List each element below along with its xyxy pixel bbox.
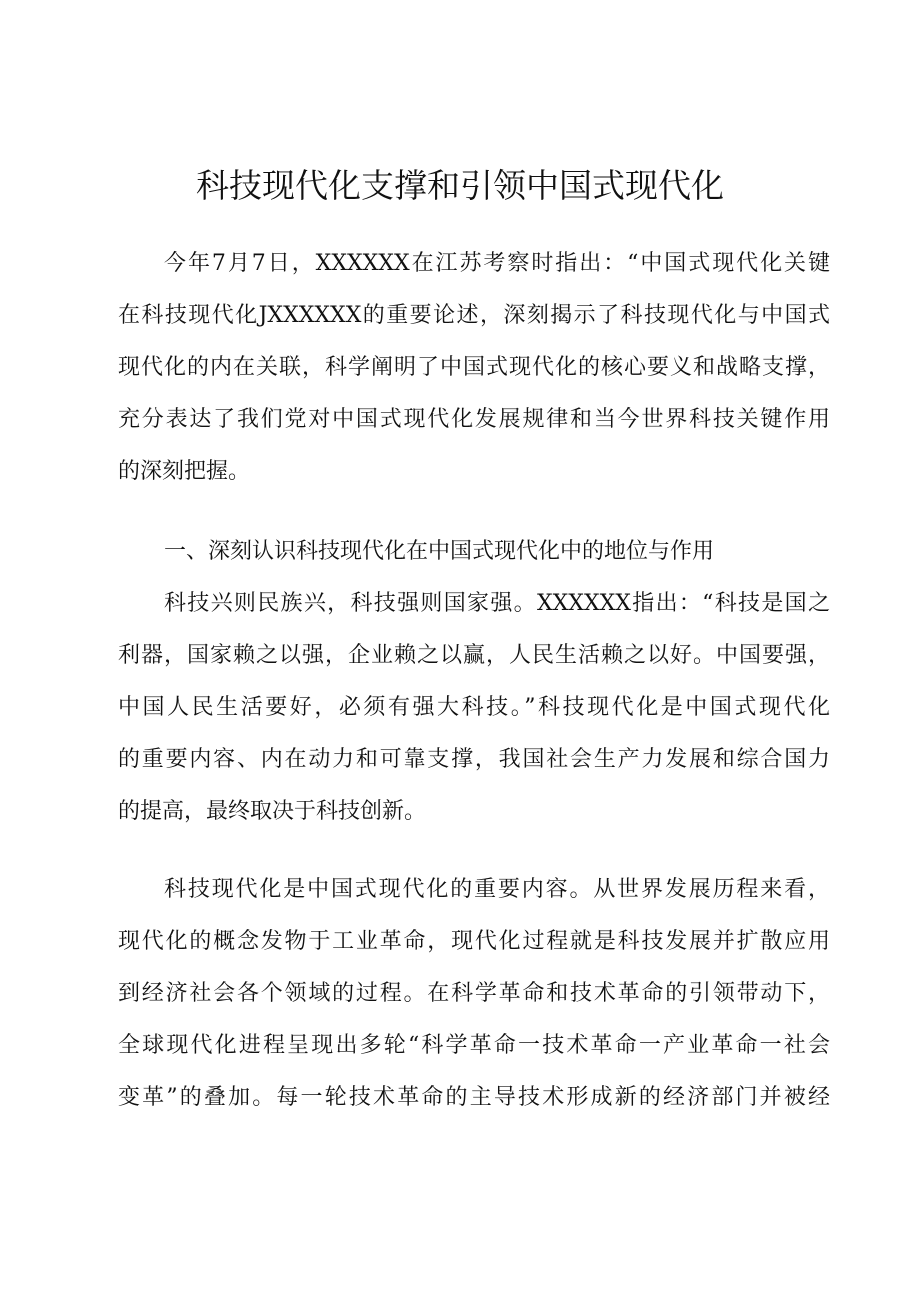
paragraph-intro [118,238,830,498]
paragraph-line: 的深刻把握。 [118,459,251,484]
paragraph-line: 中国人民生活要好，必须有强大科技。”科技现代化是中国式现代化 [118,695,830,720]
paragraph-line: 的提高，最终取决于科技创新。 [118,799,427,824]
document-title: 科技现代化支撑和引领中国式现代化 [196,166,724,205]
paragraph-line: 利器，国家赖之以强，企业赖之以赢，人民生活赖之以好。中国要强， [118,643,830,668]
paragraph-line: 今年7月7日，XXXXXX在江苏考察时指出：“中国式现代化关键 [164,251,830,276]
paragraph-tech-content [118,864,830,1124]
paragraph-line: 充分表达了我们党对中国式现代化发展规律和当今世界科技关键作用 [118,407,830,432]
paragraph-tech-strength [118,578,830,838]
paragraph-line: 在科技现代化JXXXXXX的重要论述，深刻揭示了科技现代化与中国式 [118,303,830,328]
section-heading: 一、深刻认识科技现代化在中国式现代化中的地位与作用 [164,539,715,564]
paragraph-line: 到经济社会各个领域的过程。在科学革命和技术革命的引领带动下， [118,981,830,1006]
paragraph-line: 变革”的叠加。每一轮技术革命的主导技术形成新的经济部门并被经 [118,1085,830,1110]
paragraph-line: 全球现代化进程呈现出多轮“科学革命一技术革命一产业革命一社会 [118,1033,830,1058]
paragraph-line: 现代化的概念发物于工业革命，现代化过程就是科技发展并扩散应用 [118,929,830,954]
paragraph-line: 的重要内容、内在动力和可靠支撑，我国社会生产力发展和综合国力 [118,747,830,772]
paragraph-line: 科技现代化是中国式现代化的重要内容。从世界发展历程来看， [164,877,830,902]
paragraph-line: 现代化的内在关联，科学阐明了中国式现代化的核心要义和战略支撑， [118,355,830,380]
paragraph-line: 科技兴则民族兴，科技强则国家强。XXXXXX指出：“科技是国之 [164,591,830,616]
